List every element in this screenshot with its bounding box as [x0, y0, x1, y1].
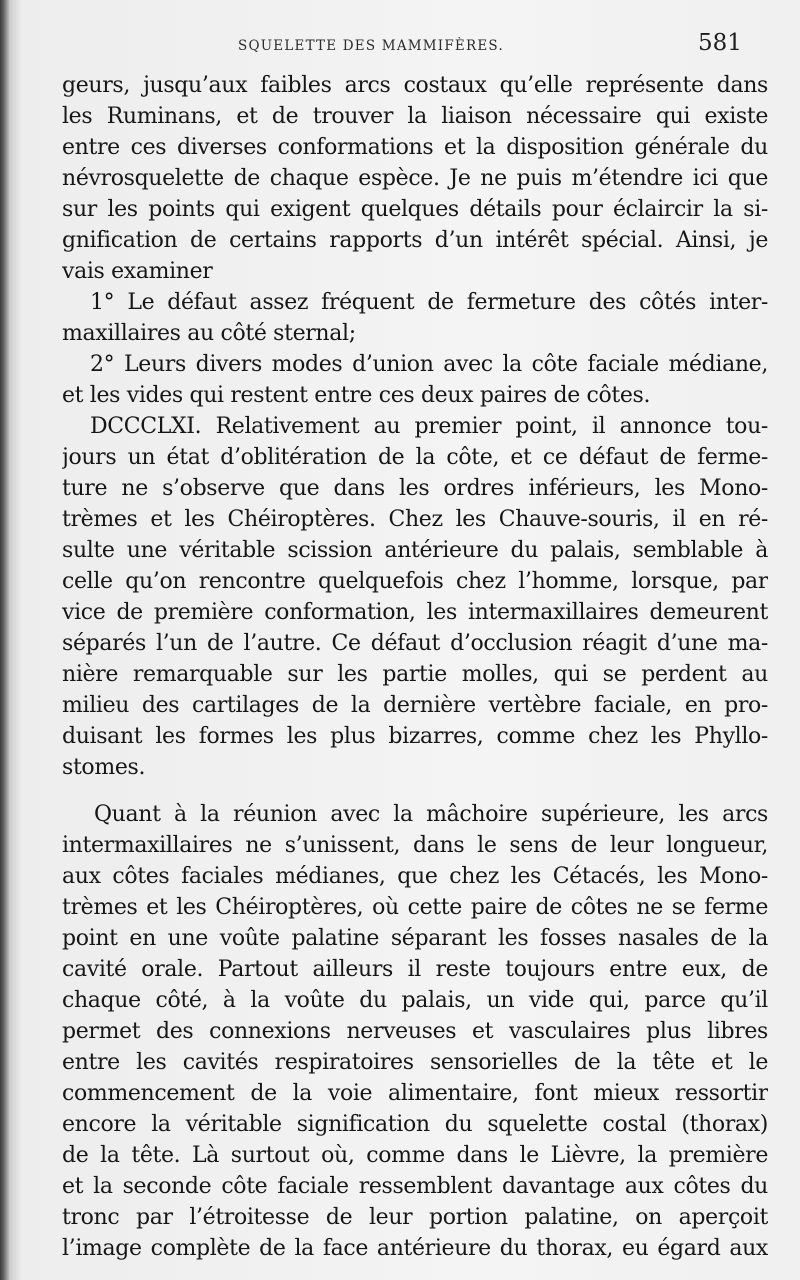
- running-title: SQUELETTE DES MAMMIFÈRES.: [238, 38, 504, 54]
- text-line: gnification de certains rapports d’un intérêt spécial. Ainsi, je: [62, 228, 768, 253]
- text-line: 1° Le défaut assez fréquent de fermeture des côtés inter-: [90, 290, 768, 315]
- text-line: névrosquelette de chaque espèce. Je ne puis m’étendre ici que: [62, 166, 768, 191]
- text-line: 2° Leurs divers modes d’union avec la côte faciale médiane,: [90, 352, 768, 377]
- text-line: geurs, jusqu’aux faibles arcs costaux qu’elle représente dans: [62, 73, 768, 98]
- text-line: sulte une véritable scission antérieure du palais, semblable à: [62, 538, 768, 563]
- section-dccclxi: [62, 411, 768, 783]
- paragraph-quant: [62, 799, 768, 1264]
- text-line: celle qu’on rencontre quelquefois chez l’homme, lorsque, par: [62, 569, 768, 594]
- text-line: vais examiner: [62, 259, 213, 284]
- text-line: chaque côté, à la voûte du palais, un vide qui, parce qu’il: [62, 988, 768, 1013]
- text-line: sur les points qui exigent quelques détails pour éclaircir la si-: [62, 197, 768, 222]
- text-line: l’image complète de la face antérieure du thorax, eu égard aux: [62, 1236, 768, 1261]
- text-line: duisant les formes les plus bizarres, comme chez les Phyllo-: [62, 724, 768, 749]
- text-line: point en une voûte palatine séparant les fosses nasales de la: [62, 926, 768, 951]
- text-line: les Ruminans, et de trouver la liaison nécessaire qui existe: [62, 104, 768, 129]
- text-line: tronc par l’étroitesse de leur portion palatine, on aperçoit: [62, 1205, 768, 1230]
- page-number: 581: [698, 30, 742, 56]
- text-line: DCCCLXI. Relativement au premier point, il annonce tou-: [90, 414, 768, 439]
- text-line: nière remarquable sur les partie molles, qui se perdent au: [62, 662, 768, 687]
- text-line: entre ces diverses conformations et la disposition générale du: [62, 135, 768, 160]
- text-line: séparés l’un de l’autre. Ce défaut d’occlusion réagit d’une ma-: [62, 631, 768, 656]
- list-item-2: [62, 349, 768, 411]
- text-line: et les vides qui restent entre ces deux paires de côtes.: [62, 383, 651, 408]
- text-line: et la seconde côte faciale ressemblent davantage aux côtes du: [62, 1174, 768, 1199]
- paragraph-continuation: [62, 70, 768, 287]
- paragraph-gap: [62, 783, 768, 799]
- text-line: Quant à la réunion avec la mâchoire supérieure, les arcs: [94, 802, 768, 827]
- text-line: intermaxillaires ne s’unissent, dans le sens de leur longueur,: [62, 833, 768, 858]
- text-line: ture ne s’observe que dans les ordres inférieurs, les Mono-: [62, 476, 768, 501]
- text-line: stomes.: [62, 755, 146, 780]
- list-item-1: [62, 287, 768, 349]
- body-text: [62, 70, 768, 1264]
- page-header: [0, 28, 800, 68]
- text-line: trèmes et les Chéiroptères. Chez les Chauve-souris, il en ré-: [62, 507, 768, 532]
- text-line: commencement de la voie alimentaire, font mieux ressortir: [62, 1081, 768, 1106]
- text-line: milieu des cartilages de la dernière vertèbre faciale, en pro-: [62, 693, 768, 718]
- text-line: vice de première conformation, les intermaxillaires demeurent: [62, 600, 768, 625]
- text-line: entre les cavités respiratoires sensorielles de la tête et le: [62, 1050, 768, 1075]
- text-line: de la tête. Là surtout où, comme dans le Lièvre, la première: [62, 1143, 768, 1168]
- text-line: aux côtes faciales médianes, que chez les Cétacés, les Mono-: [62, 864, 768, 889]
- text-line: trèmes et les Chéiroptères, où cette paire de côtes ne se ferme: [62, 895, 768, 920]
- text-line: jours un état d’oblitération de la côte, et ce défaut de ferme-: [62, 445, 768, 470]
- text-line: permet des connexions nerveuses et vasculaires plus libres: [62, 1019, 768, 1044]
- text-line: cavité orale. Partout ailleurs il reste toujours entre eux, de: [62, 957, 768, 982]
- text-line: encore la véritable signification du squelette costal (thorax): [62, 1112, 768, 1137]
- text-line: maxillaires au côté sternal;: [62, 321, 356, 346]
